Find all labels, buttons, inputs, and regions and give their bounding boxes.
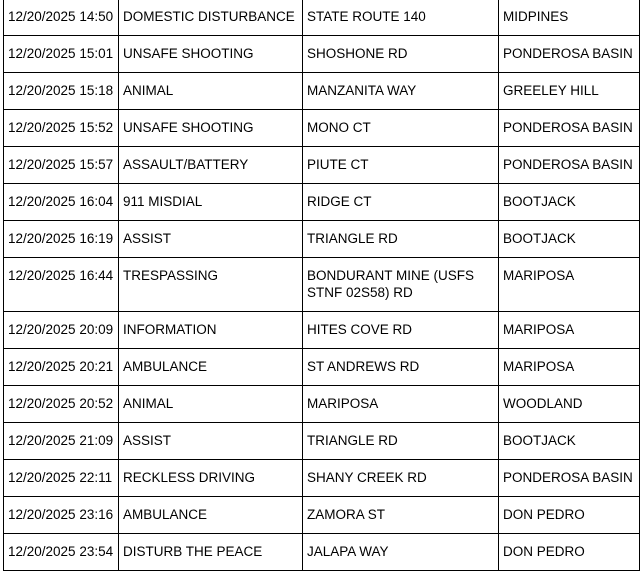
location-cell: TRIANGLE RD — [303, 221, 499, 258]
call-type-cell: RECKLESS DRIVING — [119, 460, 303, 497]
location-cell: PIUTE CT — [303, 147, 499, 184]
datetime-cell: 12/20/2025 16:44 — [4, 258, 119, 312]
call-type-cell: ANIMAL — [119, 73, 303, 110]
location-cell: BONDURANT MINE (USFS STNF 02S58) RD — [303, 258, 499, 312]
datetime-cell: 12/20/2025 16:04 — [4, 184, 119, 221]
table-row — [4, 110, 640, 147]
location-cell: MARIPOSA — [303, 386, 499, 423]
datetime-cell: 12/20/2025 20:09 — [4, 312, 119, 349]
datetime-cell: 12/20/2025 22:11 — [4, 460, 119, 497]
datetime-cell: 12/20/2025 20:52 — [4, 386, 119, 423]
call-type-cell: ANIMAL — [119, 386, 303, 423]
table-row — [4, 349, 640, 386]
area-cell: DON PEDRO — [499, 534, 640, 571]
table-row — [4, 184, 640, 221]
call-type-cell: ASSAULT/BATTERY — [119, 147, 303, 184]
call-type-cell: INFORMATION — [119, 312, 303, 349]
location-cell: RIDGE CT — [303, 184, 499, 221]
location-cell: ZAMORA ST — [303, 497, 499, 534]
datetime-cell: 12/20/2025 23:54 — [4, 534, 119, 571]
area-cell: MARIPOSA — [499, 312, 640, 349]
area-cell: PONDEROSA BASIN — [499, 36, 640, 73]
datetime-cell: 12/20/2025 14:50 — [4, 0, 119, 36]
area-cell: GREELEY HILL — [499, 73, 640, 110]
location-cell: MONO CT — [303, 110, 499, 147]
call-type-cell: AMBULANCE — [119, 497, 303, 534]
table-row — [4, 312, 640, 349]
datetime-cell: 12/20/2025 15:52 — [4, 110, 119, 147]
area-cell: MARIPOSA — [499, 349, 640, 386]
location-cell: HITES COVE RD — [303, 312, 499, 349]
location-cell: TRIANGLE RD — [303, 423, 499, 460]
datetime-cell: 12/20/2025 23:16 — [4, 497, 119, 534]
location-cell: JALAPA WAY — [303, 534, 499, 571]
call-log-table — [3, 0, 640, 571]
area-cell: PONDEROSA BASIN — [499, 110, 640, 147]
table-row — [4, 36, 640, 73]
call-type-cell: 911 MISDIAL — [119, 184, 303, 221]
area-cell: PONDEROSA BASIN — [499, 147, 640, 184]
table-row — [4, 386, 640, 423]
datetime-cell: 12/20/2025 15:57 — [4, 147, 119, 184]
call-type-cell: ASSIST — [119, 221, 303, 258]
area-cell: PONDEROSA BASIN — [499, 460, 640, 497]
location-cell: ST ANDREWS RD — [303, 349, 499, 386]
area-cell: MIDPINES — [499, 0, 640, 36]
area-cell: BOOTJACK — [499, 184, 640, 221]
call-type-cell: DOMESTIC DISTURBANCE — [119, 0, 303, 36]
datetime-cell: 12/20/2025 21:09 — [4, 423, 119, 460]
table-row — [4, 423, 640, 460]
table-row — [4, 147, 640, 184]
call-type-cell: AMBULANCE — [119, 349, 303, 386]
call-type-cell: TRESPASSING — [119, 258, 303, 312]
datetime-cell: 12/20/2025 16:19 — [4, 221, 119, 258]
datetime-cell: 12/20/2025 15:01 — [4, 36, 119, 73]
table-row — [4, 497, 640, 534]
call-type-cell: ASSIST — [119, 423, 303, 460]
area-cell: MARIPOSA — [499, 258, 640, 312]
datetime-cell: 12/20/2025 20:21 — [4, 349, 119, 386]
datetime-cell: 12/20/2025 15:18 — [4, 73, 119, 110]
table-row — [4, 73, 640, 110]
table-row — [4, 534, 640, 571]
location-cell: SHANY CREEK RD — [303, 460, 499, 497]
location-cell: MANZANITA WAY — [303, 73, 499, 110]
area-cell: WOODLAND — [499, 386, 640, 423]
location-cell: SHOSHONE RD — [303, 36, 499, 73]
call-type-cell: UNSAFE SHOOTING — [119, 110, 303, 147]
table-row — [4, 0, 640, 36]
table-row — [4, 460, 640, 497]
call-type-cell: UNSAFE SHOOTING — [119, 36, 303, 73]
location-cell: STATE ROUTE 140 — [303, 0, 499, 36]
table-row — [4, 221, 640, 258]
area-cell: BOOTJACK — [499, 423, 640, 460]
area-cell: DON PEDRO — [499, 497, 640, 534]
call-log-body — [4, 0, 640, 571]
table-row — [4, 258, 640, 312]
call-type-cell: DISTURB THE PEACE — [119, 534, 303, 571]
area-cell: BOOTJACK — [499, 221, 640, 258]
